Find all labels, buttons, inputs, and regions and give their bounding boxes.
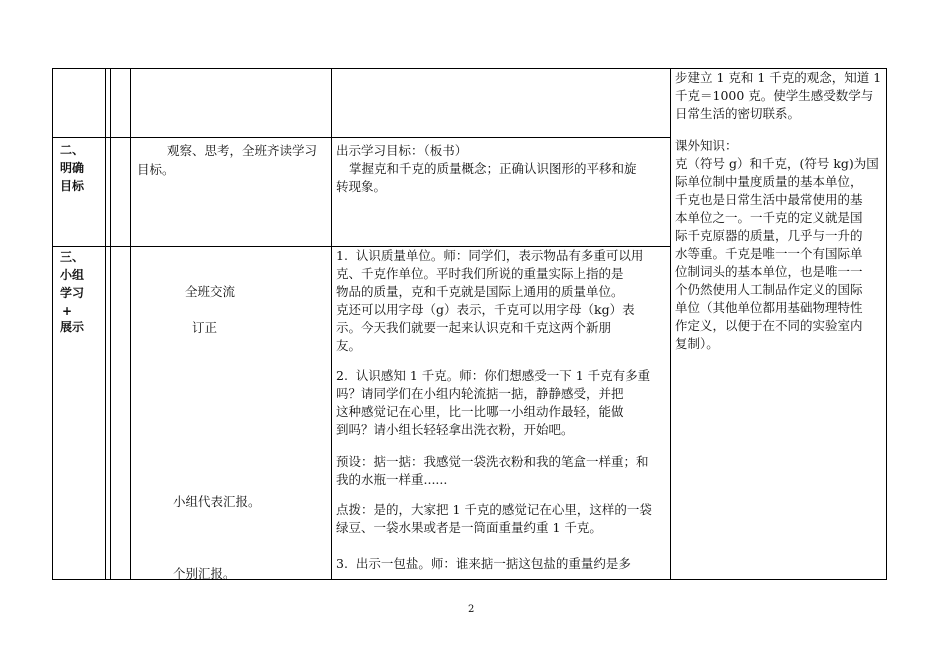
section3-teacher-line: 3. 出示一包盐。师：谁来掂一掂这包盐的重量约是多 [336, 556, 631, 571]
section3-teacher-line: 克还可以用字母（g）表示，千克可以用字母（kg）表 [336, 302, 635, 317]
extra-knowledge-line: 个仍然使用人工制品作定义的国际 [675, 282, 863, 297]
extra-knowledge-line: 际千克原器的质量，几乎与一升的 [675, 228, 863, 243]
section3-teacher-line: 预设：掂一掂：我感觉一袋洗衣粉和我的笔盒一样重；和 [336, 454, 649, 469]
col-border-6 [886, 68, 887, 580]
section3-teacher-line: 绿豆、一袋水果或者是一筒面重量约重 1 千克。 [336, 520, 602, 535]
section3-student-item: 小组代表汇报。 [173, 494, 261, 509]
right-col-line: 千克＝1000 克。使学生感受数学与 [675, 88, 874, 103]
col-border-3 [130, 68, 131, 580]
section3-teacher-line: 这种感觉记在心里，比一比哪一小组动作最轻，能做 [336, 404, 624, 419]
section2-teacher-line: 转现象。 [336, 179, 387, 194]
col-border-2 [110, 68, 111, 580]
extra-knowledge-line: 单位（其他单位都用基础物理特性 [675, 300, 863, 315]
extra-knowledge-line: 复制）。 [675, 336, 719, 351]
section3-heading-line4: + [62, 304, 73, 318]
section3-heading-line5: 展示 [60, 320, 85, 334]
section2-teacher-line: 掌握克和千克的质量概念；正确认识图形的平移和旋 [349, 161, 637, 176]
section3-teacher-line: 示。今天我们就要一起来认识克和千克这两个新朋 [336, 320, 612, 335]
section3-teacher-line: 克、千克作单位。平时我们所说的重量实际上指的是 [336, 266, 624, 281]
col-border-0 [52, 68, 53, 580]
right-col-line: 步建立 1 克和 1 千克的观念，知道 1 [675, 70, 882, 85]
extra-knowledge-title: 课外知识： [675, 138, 738, 153]
extra-knowledge-line: 位制词头的基本单位，也是唯一一 [675, 264, 863, 279]
section3-student-item: 个别汇报。 [173, 566, 236, 581]
section2-heading-line3: 目标 [60, 179, 85, 193]
section3-teacher-line: 2. 认识感知 1 千克。师：你们想感受一下 1 千克有多重 [336, 368, 651, 383]
extra-knowledge-line: 克（符号 g）和千克，(符号 kg)为国 [675, 156, 879, 171]
col-border-4 [331, 68, 332, 580]
extra-knowledge-line: 千克也是日常生活中最常使用的基 [675, 192, 863, 207]
section2-teacher-line: 出示学习目标：（板书） [336, 143, 468, 158]
section3-heading-line2: 小组 [60, 268, 85, 282]
section2-student-activity: 观察、思考，全班齐读学习目标。 [137, 143, 318, 177]
section3-heading-line3: 学习 [60, 286, 85, 300]
section2-heading-line1: 二、 [60, 143, 85, 157]
section3-teacher-line: 点拨：是的，大家把 1 千克的感觉记在心里，这样的一袋 [336, 502, 652, 517]
col-border-1 [105, 68, 106, 580]
section3-teacher-line: 我的水瓶一样重...... [336, 472, 448, 487]
section2-heading-line2: 明确 [60, 161, 85, 175]
section3-teacher-line: 1. 认识质量单位。师：同学们，表示物品有多重可以用 [336, 248, 644, 263]
section3-heading-line1: 三、 [60, 250, 85, 264]
extra-knowledge-line: 水等重。千克是唯一一个有国际单 [675, 246, 863, 261]
section3-teacher-line: 吗？请同学们在小组内轮流掂一掂，静静感受，并把 [336, 386, 624, 401]
page-number: 2 [468, 604, 475, 615]
section3-teacher-line: 友。 [336, 338, 362, 353]
extra-knowledge-line: 际单位制中量度质量的基本单位， [675, 174, 863, 189]
section3-teacher-line: 到吗？请小组长轻轻拿出洗衣粉，开始吧。 [336, 422, 574, 437]
section3-teacher-line: 物品的质量，克和千克就是国际上通用的质量单位。 [336, 284, 624, 299]
extra-knowledge-line: 本单位之一。一千克的定义就是国 [675, 210, 863, 225]
col-border-5 [670, 68, 671, 580]
section3-student-item: 全班交流 [185, 284, 236, 299]
right-col-line: 日常生活的密切联系。 [675, 106, 801, 121]
extra-knowledge-line: 作定义，以便于在不同的实验室内 [675, 318, 863, 333]
row-divider-1 [52, 137, 670, 138]
section3-student-item: 订正 [192, 320, 218, 335]
